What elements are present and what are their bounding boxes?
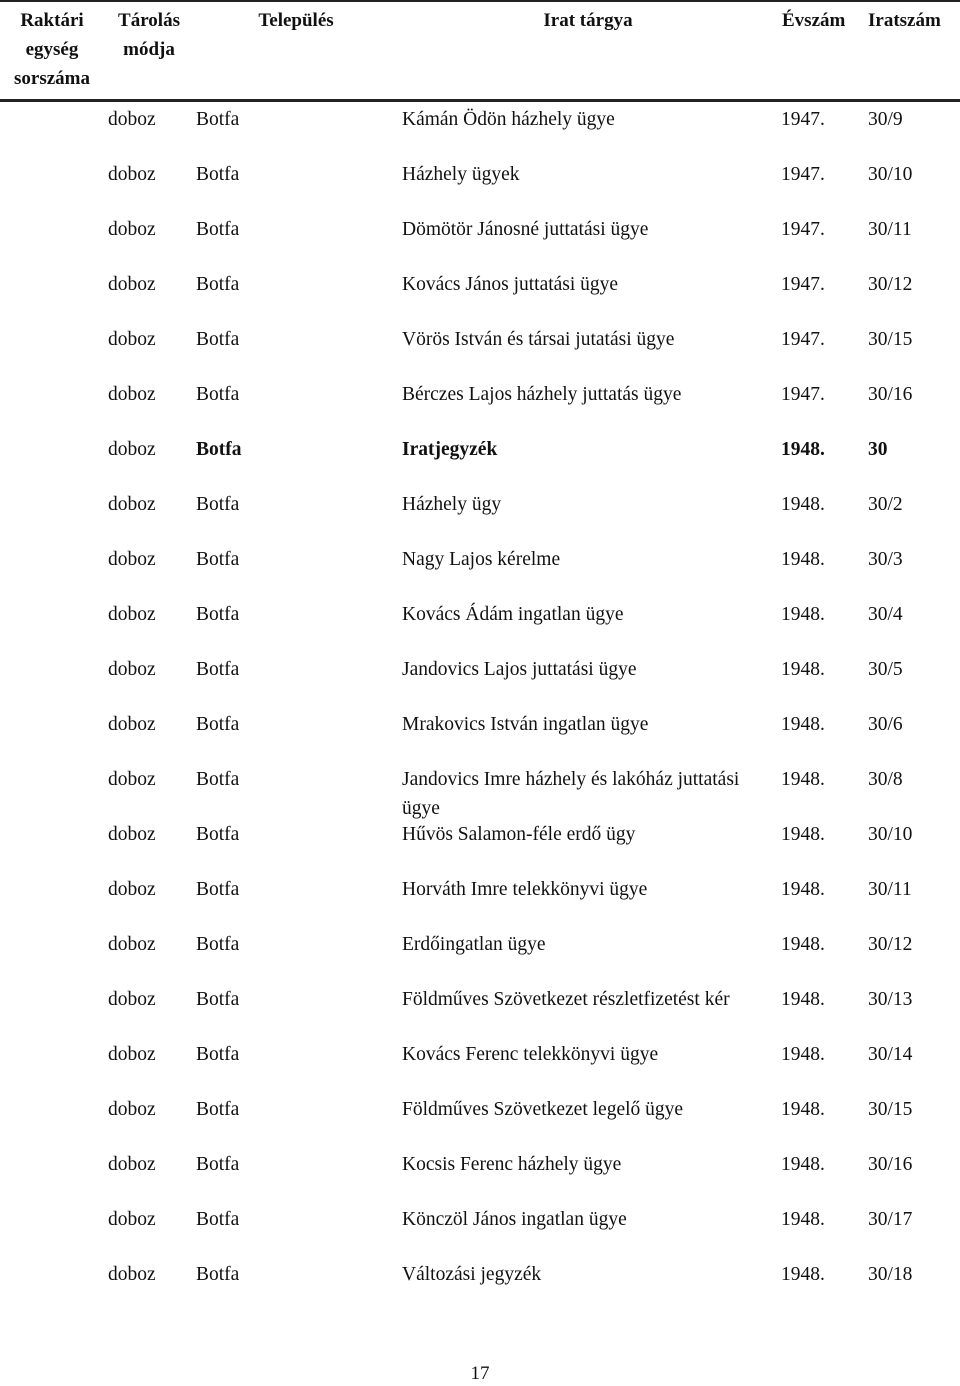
- cell-irat-targya: Házhely ügy: [402, 494, 502, 515]
- cell-tarolas: doboz: [108, 1154, 156, 1175]
- cell-tarolas: doboz: [108, 769, 156, 790]
- cell-evszam: 1948.: [781, 989, 825, 1010]
- cell-telepules: Botfa: [196, 659, 240, 680]
- cell-iratszam: 30/8: [868, 769, 903, 790]
- table-row: [0, 1145, 960, 1200]
- cell-irat-targya: Földműves Szövetkezet részletfizetést kér: [402, 989, 730, 1010]
- header-irat-targya: Irat tárgya: [543, 10, 633, 31]
- cell-irat-targya: Kovács Ferenc telekkönyvi ügye: [402, 1044, 659, 1065]
- cell-evszam: 1947.: [781, 219, 825, 240]
- header-evszam: Évszám: [782, 10, 846, 31]
- table-row: [0, 100, 960, 155]
- cell-irat-targya: Mrakovics István ingatlan ügye: [402, 714, 649, 735]
- table-row: [0, 430, 960, 485]
- cell-tarolas: doboz: [108, 274, 156, 295]
- table-row: [0, 705, 960, 760]
- cell-irat-targya: Iratjegyzék: [402, 439, 498, 460]
- cell-telepules: Botfa: [196, 274, 240, 295]
- cell-irat-targya: Jandovics Lajos juttatási ügye: [402, 659, 637, 680]
- header-raktari-line1: Raktári: [20, 10, 84, 31]
- cell-tarolas: doboz: [108, 219, 156, 240]
- cell-iratszam: 30/11: [868, 219, 912, 240]
- cell-evszam: 1948.: [781, 549, 825, 570]
- cell-iratszam: 30/17: [868, 1209, 913, 1230]
- table-row: [0, 485, 960, 540]
- cell-tarolas: doboz: [108, 604, 156, 625]
- cell-telepules: Botfa: [196, 164, 240, 185]
- cell-tarolas: doboz: [108, 714, 156, 735]
- cell-irat-targya: Horváth Imre telekkönyvi ügye: [402, 879, 648, 900]
- cell-telepules: Botfa: [196, 219, 240, 240]
- header-raktari-line3: sorszáma: [14, 68, 90, 89]
- cell-irat-targya: Bérczes Lajos házhely juttatás ügye: [402, 384, 682, 405]
- cell-telepules: Botfa: [196, 989, 240, 1010]
- cell-tarolas: doboz: [108, 659, 156, 680]
- cell-irat-targya: Dömötör Jánosné juttatási ügye: [402, 219, 649, 240]
- cell-telepules: Botfa: [196, 1154, 240, 1175]
- table-row: [0, 1035, 960, 1090]
- cell-evszam: 1948.: [781, 439, 825, 460]
- header-raktari-line2: egység: [25, 39, 79, 60]
- cell-iratszam: 30/10: [868, 824, 913, 845]
- header-tarolas-line2: módja: [123, 39, 175, 60]
- table-header: [0, 0, 960, 102]
- cell-evszam: 1947.: [781, 109, 825, 130]
- table-row: [0, 1090, 960, 1145]
- cell-evszam: 1948.: [781, 824, 825, 845]
- table-row: [0, 1255, 960, 1310]
- cell-iratszam: 30/16: [868, 384, 913, 405]
- cell-evszam: 1947.: [781, 384, 825, 405]
- cell-irat-targya: Hűvös Salamon-féle erdő ügy: [402, 824, 636, 845]
- cell-telepules: Botfa: [196, 769, 240, 790]
- cell-tarolas: doboz: [108, 439, 156, 460]
- cell-irat-targya: Jandovics Imre házhely és lakóház juttatási ügye: [402, 769, 740, 819]
- cell-evszam: 1948.: [781, 1044, 825, 1065]
- cell-iratszam: 30/15: [868, 329, 913, 350]
- table-row: [0, 595, 960, 650]
- cell-iratszam: 30/4: [868, 604, 903, 625]
- cell-irat-targya: Házhely ügyek: [402, 164, 520, 185]
- header-tarolas-line1: Tárolás: [118, 10, 180, 31]
- cell-irat-targya: Nagy Lajos kérelme: [402, 549, 561, 570]
- cell-iratszam: 30/12: [868, 274, 913, 295]
- cell-tarolas: doboz: [108, 934, 156, 955]
- cell-telepules: Botfa: [196, 824, 240, 845]
- table-row: [0, 155, 960, 210]
- cell-iratszam: 30/9: [868, 109, 903, 130]
- table-row: [0, 870, 960, 925]
- cell-iratszam: 30/16: [868, 1154, 913, 1175]
- cell-telepules: Botfa: [196, 714, 240, 735]
- cell-iratszam: 30/2: [868, 494, 903, 515]
- table-row: [0, 320, 960, 375]
- cell-telepules: Botfa: [196, 439, 242, 460]
- cell-irat-targya: Kámán Ödön házhely ügye: [402, 109, 615, 130]
- cell-telepules: Botfa: [196, 604, 240, 625]
- table-row: [0, 815, 960, 870]
- cell-evszam: 1947.: [781, 164, 825, 185]
- table-row: [0, 980, 960, 1035]
- header-telepules: Település: [258, 10, 334, 31]
- cell-irat-targya: Földműves Szövetkezet legelő ügye: [402, 1099, 684, 1120]
- cell-iratszam: 30/12: [868, 934, 913, 955]
- cell-telepules: Botfa: [196, 1209, 240, 1230]
- cell-irat-targya: Változási jegyzék: [402, 1264, 542, 1285]
- cell-iratszam: 30/15: [868, 1099, 913, 1120]
- cell-evszam: 1947.: [781, 274, 825, 295]
- cell-irat-targya: Erdőingatlan ügye: [402, 934, 546, 955]
- cell-telepules: Botfa: [196, 549, 240, 570]
- table-row: [0, 375, 960, 430]
- cell-iratszam: 30/10: [868, 164, 913, 185]
- cell-evszam: 1948.: [781, 934, 825, 955]
- table-row: [0, 540, 960, 595]
- table-row: [0, 650, 960, 705]
- cell-evszam: 1948.: [781, 1264, 825, 1285]
- page-number: 17: [470, 1363, 490, 1384]
- cell-telepules: Botfa: [196, 494, 240, 515]
- cell-telepules: Botfa: [196, 329, 240, 350]
- cell-telepules: Botfa: [196, 934, 240, 955]
- cell-evszam: 1948.: [781, 659, 825, 680]
- cell-telepules: Botfa: [196, 879, 240, 900]
- cell-telepules: Botfa: [196, 109, 240, 130]
- cell-tarolas: doboz: [108, 879, 156, 900]
- cell-telepules: Botfa: [196, 1264, 240, 1285]
- cell-evszam: 1948.: [781, 604, 825, 625]
- cell-tarolas: doboz: [108, 1099, 156, 1120]
- table-row: [0, 1200, 960, 1255]
- header-raktari-egyseg-sorszama: [2, 6, 102, 93]
- table-row: [0, 210, 960, 265]
- cell-tarolas: doboz: [108, 164, 156, 185]
- cell-tarolas: doboz: [108, 1209, 156, 1230]
- cell-tarolas: doboz: [108, 109, 156, 130]
- cell-iratszam: 30/18: [868, 1264, 913, 1285]
- cell-telepules: Botfa: [196, 384, 240, 405]
- cell-iratszam: 30/14: [868, 1044, 913, 1065]
- cell-irat-targya: Vörös István és társai jutatási ügye: [402, 329, 675, 350]
- cell-evszam: 1948.: [781, 1209, 825, 1230]
- cell-evszam: 1948.: [781, 714, 825, 735]
- cell-iratszam: 30: [868, 439, 888, 460]
- table-body: [0, 100, 960, 1310]
- cell-tarolas: doboz: [108, 329, 156, 350]
- cell-evszam: 1948.: [781, 1099, 825, 1120]
- cell-iratszam: 30/11: [868, 879, 912, 900]
- table-row: [0, 265, 960, 320]
- cell-evszam: 1948.: [781, 769, 825, 790]
- cell-evszam: 1948.: [781, 494, 825, 515]
- cell-evszam: 1948.: [781, 879, 825, 900]
- cell-iratszam: 30/3: [868, 549, 903, 570]
- cell-irat-targya: Könczöl János ingatlan ügye: [402, 1209, 627, 1230]
- cell-evszam: 1948.: [781, 1154, 825, 1175]
- cell-iratszam: 30/6: [868, 714, 903, 735]
- cell-irat-targya: Kocsis Ferenc házhely ügye: [402, 1154, 622, 1175]
- cell-iratszam: 30/13: [868, 989, 913, 1010]
- cell-telepules: Botfa: [196, 1099, 240, 1120]
- cell-telepules: Botfa: [196, 1044, 240, 1065]
- cell-tarolas: doboz: [108, 824, 156, 845]
- table-row: [0, 760, 960, 819]
- cell-tarolas: doboz: [108, 494, 156, 515]
- header-tarolas-modja: [103, 6, 195, 64]
- cell-tarolas: doboz: [108, 1264, 156, 1285]
- cell-tarolas: doboz: [108, 384, 156, 405]
- cell-iratszam: 30/5: [868, 659, 903, 680]
- table-row: [0, 925, 960, 980]
- cell-evszam: 1947.: [781, 329, 825, 350]
- cell-irat-targya: Kovács Ádám ingatlan ügye: [402, 604, 624, 625]
- cell-tarolas: doboz: [108, 549, 156, 570]
- cell-irat-targya: Kovács János juttatási ügye: [402, 274, 619, 295]
- cell-tarolas: doboz: [108, 989, 156, 1010]
- header-iratszam: Iratszám: [868, 10, 941, 31]
- cell-tarolas: doboz: [108, 1044, 156, 1065]
